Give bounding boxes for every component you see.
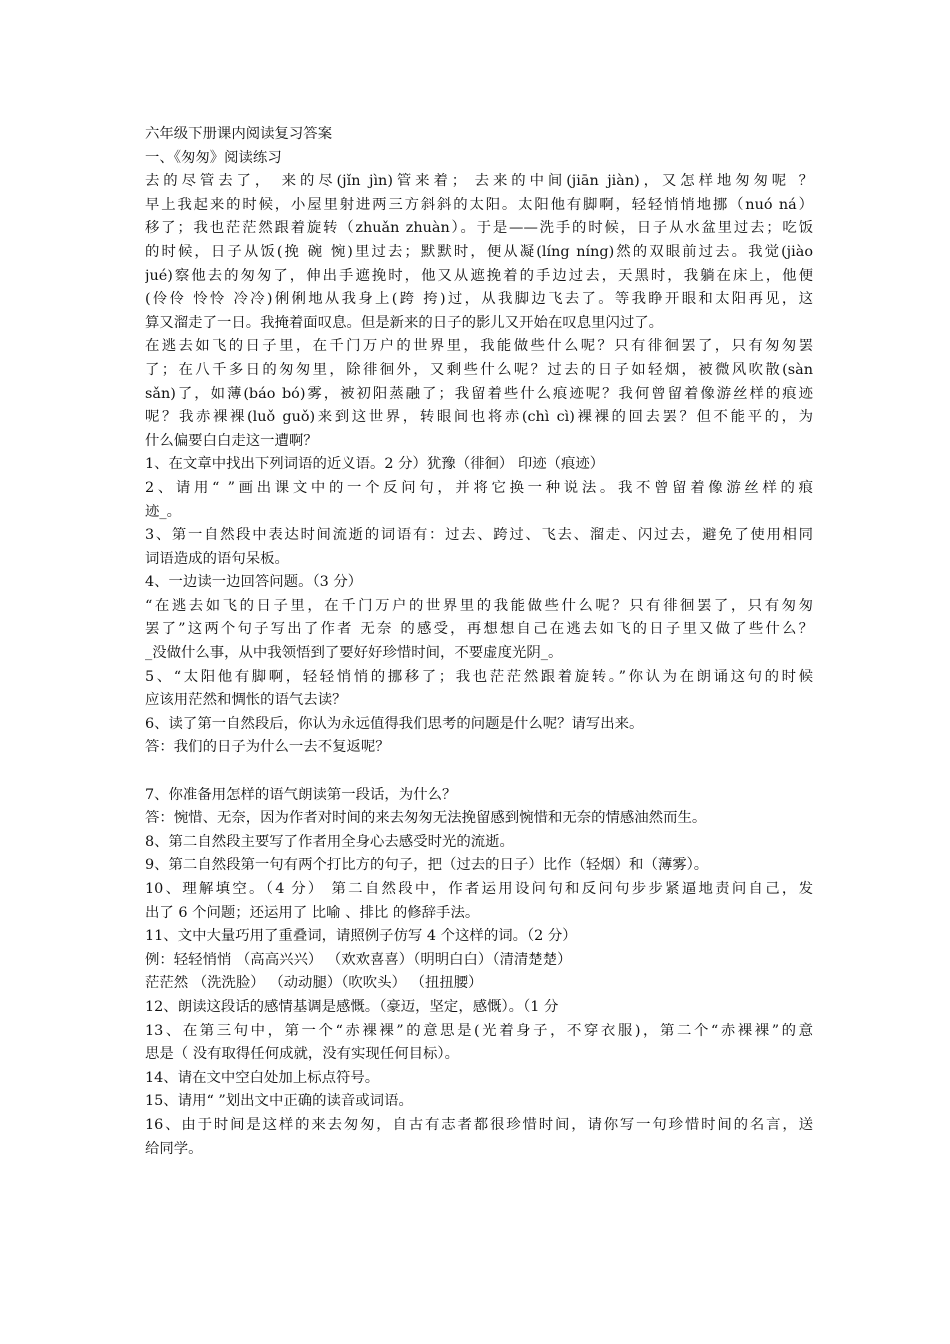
question-line: 1、在文章中找出下列词语的近义语。2 分）犹豫（徘徊） 印迹（痕迹） [145,456,605,473]
question-line: 14、请在文中空白处加上标点符号。 [145,1069,380,1086]
text-line: 在逃去如飞的日子里，在千门万户的世界里，我能做些什么呢？只有徘徊罢了，只有匆匆罢 [145,338,813,355]
question-line: 7、你准备用怎样的语气朗读第一段话，为什么？ [145,786,457,803]
question-line: 9、第二自然段第一句有两个打比方的句子，把（过去的日子）比作（轻烟）和（薄雾）。 [145,857,709,874]
text-line: sǎn)了，如薄(báo bó)雾，被初阳蒸融了；我留着些什么痕迹呢？我何曾留着像游丝样的痕迹 [145,385,813,402]
question-line: 10、理解填空。（4 分） 第二自然段中，作者运用设问句和反问句步步紧逼地责问自己，发 [145,881,813,897]
question-line: 6、读了第一自然段后，你认为永远值得我们思考的问题是什么呢？请写出来。 [145,715,644,732]
question-line: 4、一边读一边回答问题。（3 分） [145,574,363,591]
passage-paragraph-2 [145,335,813,453]
question-line: 11、文中大量巧用了重叠词，请照例子仿写 4 个这样的词。（2 分） [145,928,577,945]
question-line: “在逃去如飞的日子里，在千门万户的世界里的我能做些什么呢？只有徘徊罢了，只有匆匆 [145,597,813,614]
text-line: 什么偏要白白走这一遭啊？ [145,432,318,449]
question-line: 2、请用“ ”画出课文中的一个反问句，并将它换一种说法。我不曾留着像游丝样的痕 [145,479,813,496]
question-line: 罢了”这两个句子写出了作者 无奈 的感受，再想想自己在逃去如飞的日子里又做了些什么？ [145,621,813,638]
question-line: 词语造成的语句呆板。 [145,550,289,567]
text-line: 移了；我也茫茫然跟着旋转（zhuǎn zhuàn）。于是——洗手的时候，日子从水盆里过去；吃饭 [145,220,813,237]
question-line: 例：轻轻悄悄 （高高兴兴） （欢欢喜喜）（明明白白）（清清楚楚） [145,951,572,968]
text-line: 了；在八千多日的匆匆里，除徘徊外，又剩些什么呢？过去的日子如轻烟，被微风吹散(sàn [145,361,813,378]
question-line: 思是（ 没有取得任何成就，没有实现任何目标）。 [145,1046,459,1063]
question-line: 16、由于时间是这样的来去匆匆，自古有志者都很珍惜时间，请你写一句珍惜时间的名言，送 [145,1116,813,1133]
question-line: 8、第二自然段主要写了作者用全身心去感受时光的流逝。 [145,833,514,850]
text-line: jué)察他去的匆匆了，伸出手遮挽时，他又从遮挽着的手边过去，天黑时，我躺在床上，他便 [145,267,813,284]
document-title: 六年级下册课内阅读复习答案 [145,126,333,142]
question-line: 迹_。 [145,503,181,520]
question-line: 应该用茫然和惆怅的语气去读？ [145,692,347,709]
question-line: 12、朗读这段话的感情基调是感慨。（豪迈，坚定，感慨）。（1 分 [145,998,559,1015]
question-line: _没做什么事，从中我领悟到了要好好珍惜时间，不要虚度光阴_。 [145,645,563,662]
text-line: 早上我起来的时候，小屋里射进两三方斜斜的太阳。太阳他有脚啊，轻轻悄悄地挪（nuó ná） [145,196,813,213]
document-page [145,123,813,1161]
question-line: 答：我们的日子为什么一去不复返呢？ [145,739,390,756]
text-line: (伶伶 怜怜 冷冷)俐俐地从我身上(跨 挎)过，从我脚边飞去了。等我睁开眼和太阳再见，这 [145,291,813,308]
text-line: 的时候，日子从饭(挽 碗 惋)里过去；默默时，便从凝(líng níng)然的双眼前过去。我觉(jiào [145,243,813,260]
section-heading: 一、《匆匆》阅读练习 [145,149,282,166]
question-line: 给同学。 [145,1140,203,1157]
text-line: 呢？我赤裸裸(luǒ guǒ)来到这世界，转眼间也将赤(chì cì)裸裸的回去罢？但不能平的，为 [145,409,813,426]
text-line: 去的尽管去了， 来的尽(jǐn jìn)管来着； 去来的中间(jiān jiàn)，又怎样地匆匆呢 ？ [145,173,813,190]
blank-gap [145,760,813,784]
question-line: 3、第一自然段中表达时间流逝的词语有：过去、跨过、飞去、溜走、闪过去，避免了使用相同 [145,527,813,544]
question-line: 5、“太阳他有脚啊，轻轻悄悄的挪移了；我也茫茫然跟着旋转。”你认为在朗诵这句的时候 [145,668,813,685]
question-line: 茫茫然 （洗洗脸） （动动腿）（吹吹头） （扭扭腰） [145,975,483,992]
passage-paragraph-1 [145,170,813,335]
question-line: 13、在第三句中，第一个“赤裸裸”的意思是(光着身子，不穿衣服)，第二个“赤裸裸”的意 [145,1022,813,1039]
question-line: 15、请用“ ”划出文中正确的读音或词语。 [145,1093,413,1110]
text-line: 算又溜走了一日。我掩着面叹息。但是新来的日子的影儿又开始在叹息里闪过了。 [145,314,664,331]
question-list-part-1 [145,453,813,760]
question-line: 出了 6 个问题；还运用了 比喻 、排比 的修辞手法。 [145,904,480,921]
question-list-part-2 [145,784,813,1162]
question-line: 答：惋惜、无奈，因为作者对时间的来去匆匆无法挽留感到惋惜和无奈的情感油然而生。 [145,810,707,827]
